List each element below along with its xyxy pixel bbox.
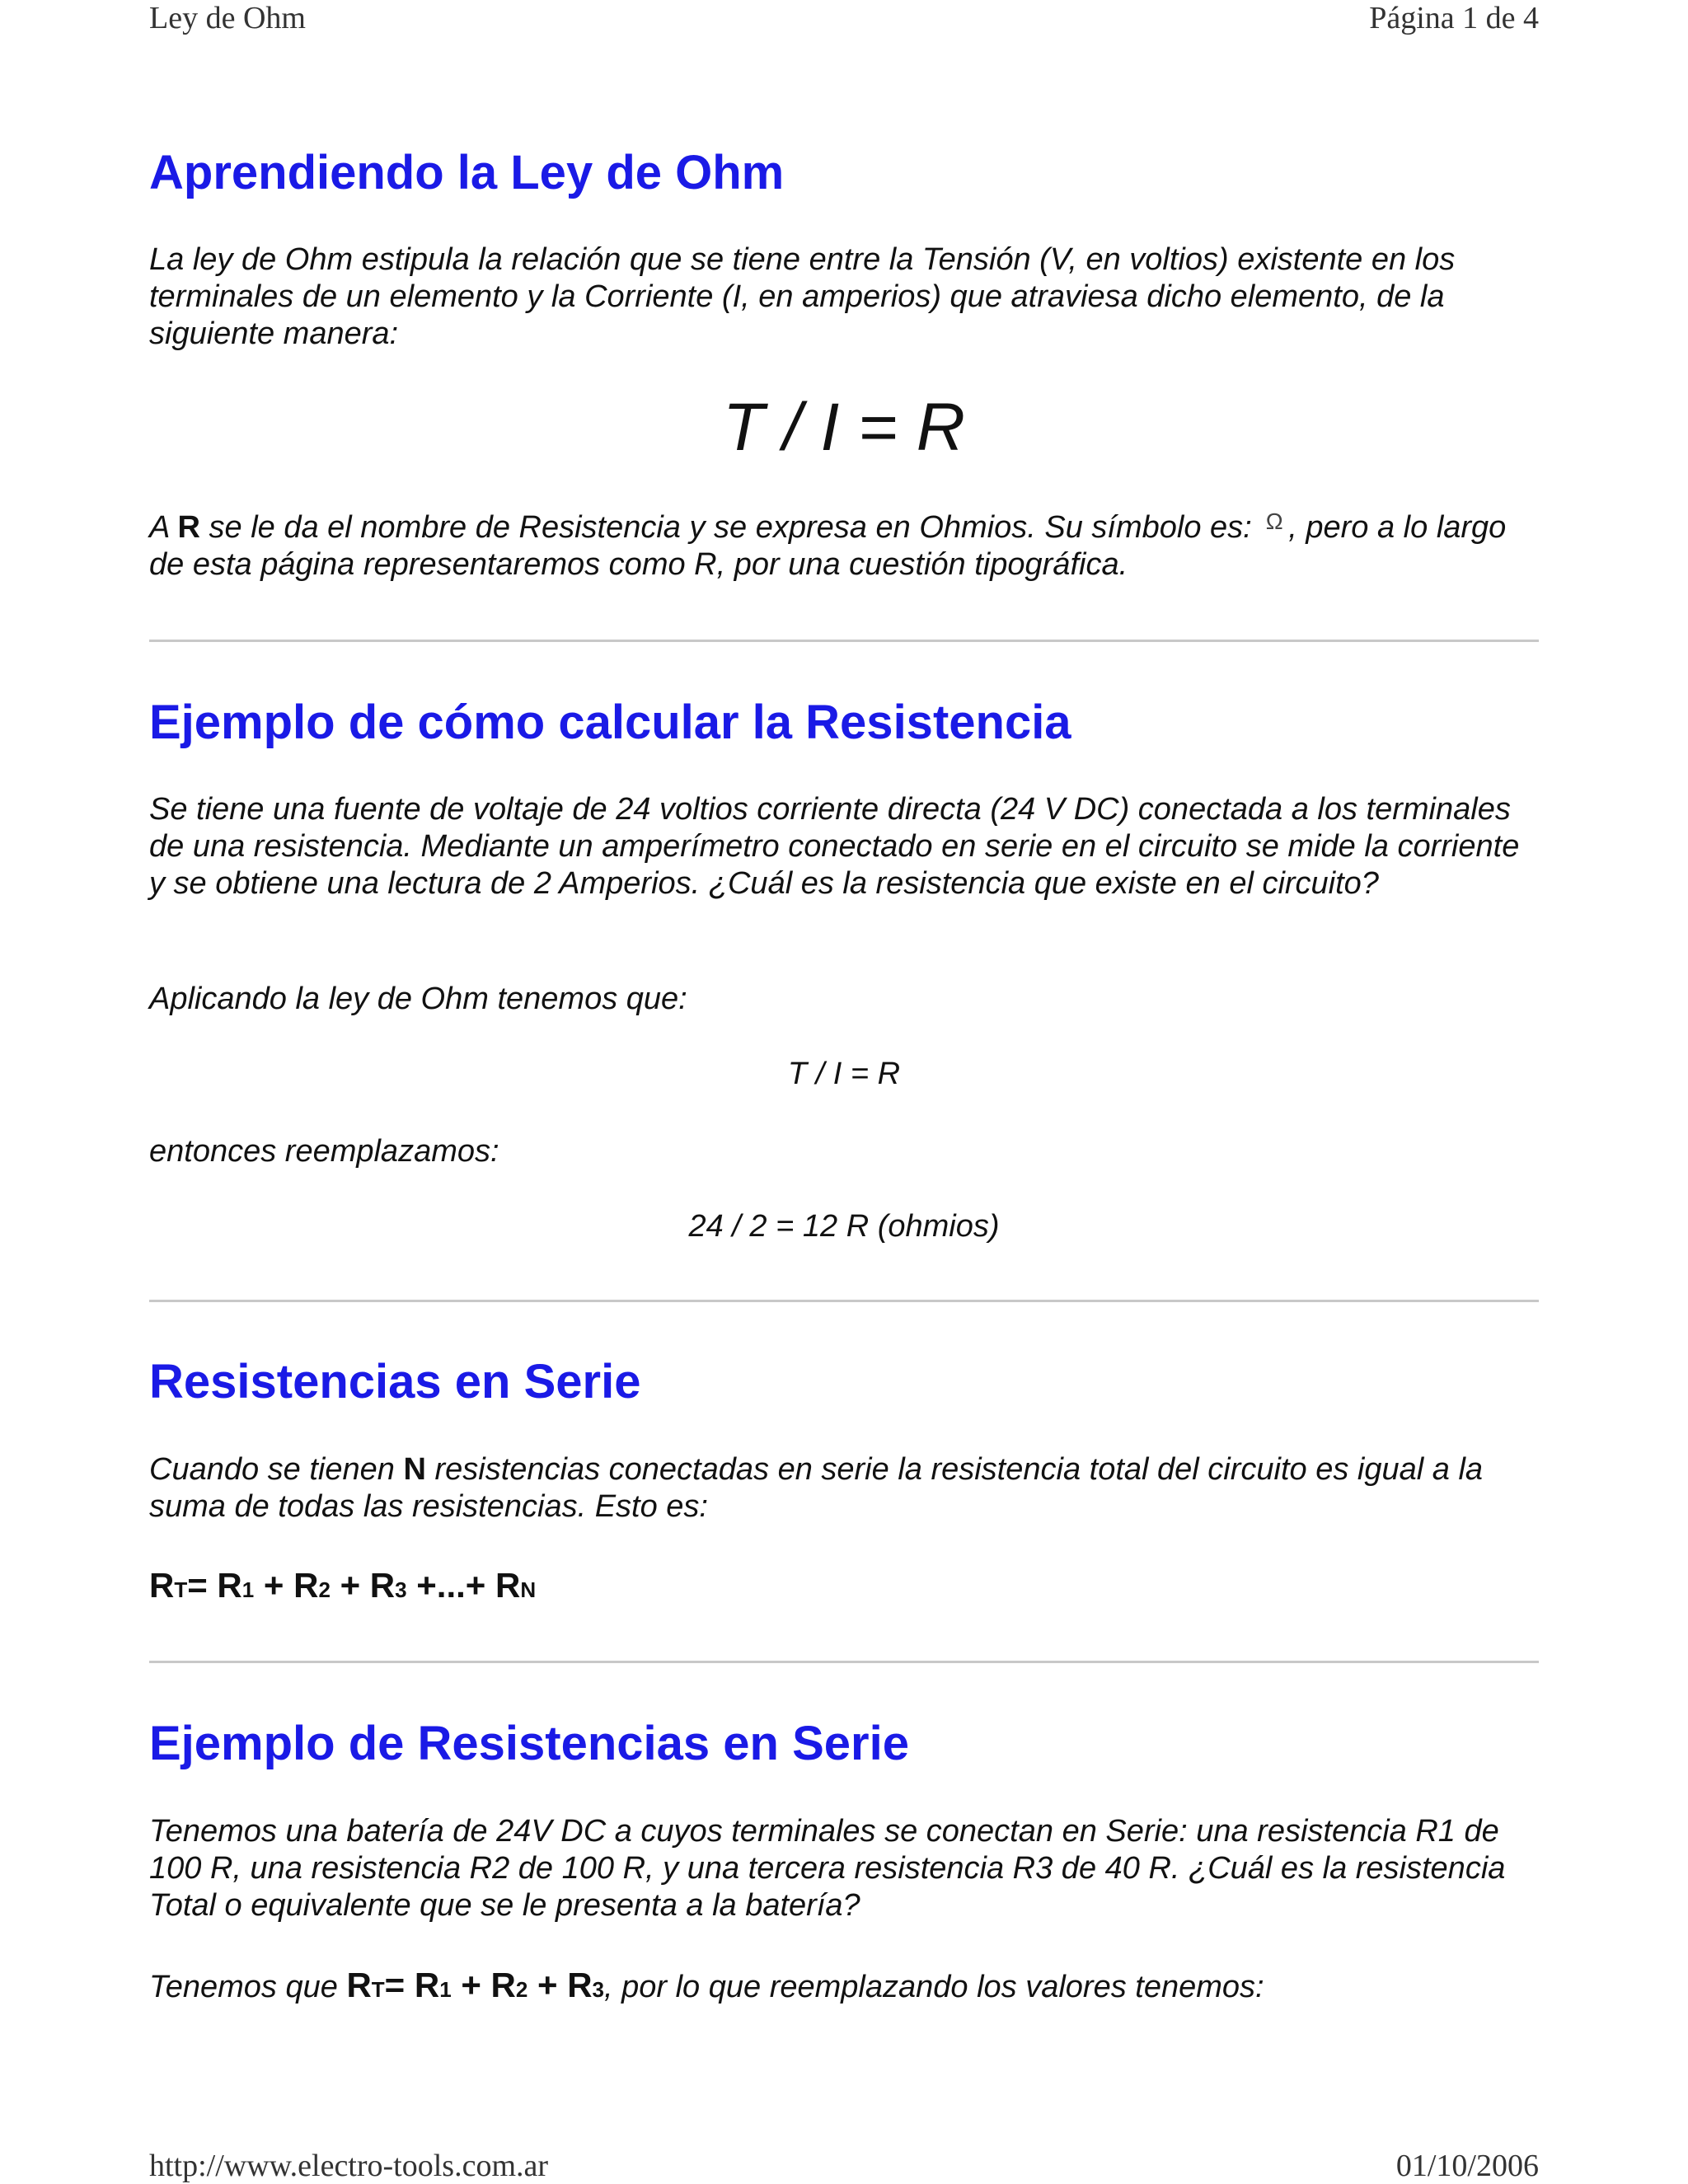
heading-ejemplo-calcular-resistencia: Ejemplo de cómo calcular la Resistencia xyxy=(149,696,1071,749)
paragraph-aplicando: Aplicando la ley de Ohm tenemos que: xyxy=(149,982,687,1016)
paragraph-ejemplo-fuente: Se tiene una fuente de voltaje de 24 voltios corriente directa (24 V DC) conectada a los terminales de una resistencia. Mediante un amperímetro conectado en serie en el circuito se mide la corriente y se obtiene una lectura de 2 Amperios. ¿Cuál es la resistencia que existe en el circuito? xyxy=(149,792,1520,901)
paragraph-resistencia-def: A R se le da el nombre de Resistencia y se expresa en Ohmios. Su símbolo es: Ω , pero a lo largo de esta página representaremos como R, por una cuestión tipográfica. xyxy=(149,509,1507,582)
running-header-page-number: Página 1 de 4 xyxy=(1369,1,1539,35)
footer-url-link[interactable]: http://www.electro-tools.com.ar xyxy=(149,2149,549,2183)
heading-resistencias-serie: Resistencias en Serie xyxy=(149,1355,641,1408)
paragraph-serie-def: Cuando se tienen N resistencias conectadas en serie la resistencia total del circuito es igual a la suma de todas las resistencias. Esto es: xyxy=(149,1452,1484,1524)
section-divider-2 xyxy=(149,1300,1539,1302)
bold-n: N xyxy=(403,1452,426,1487)
formula-serie: RT= R1 + R2 + R3 +...+ RN xyxy=(149,1566,537,1605)
section-divider-3 xyxy=(149,1661,1539,1663)
paragraph-reemplazamos: entonces reemplazamos: xyxy=(149,1134,499,1169)
ohm-symbol-icon: Ω xyxy=(1265,509,1283,534)
formula-ohm-main: T / I = R xyxy=(723,390,965,465)
formula-ohm-example: T / I = R xyxy=(787,1057,901,1091)
paragraph-tenemos-que: Tenemos que RT= R1 + R2 + R3, por lo que reemplazando los valores tenemos: xyxy=(149,1966,1264,2004)
bold-r: R xyxy=(177,510,200,545)
paragraph-ley-ohm-intro: La ley de Ohm estipula la relación que se tiene entre la Tensión (V, en voltios) existente en los terminales de un elemento y la Corriente (I, en amperios) que atraviesa dicho elemento, de la siguiente manera: xyxy=(149,242,1456,351)
running-header-title: Ley de Ohm xyxy=(149,1,306,35)
heading-ejemplo-resistencias-serie: Ejemplo de Resistencias en Serie xyxy=(149,1717,909,1770)
section-divider-1 xyxy=(149,640,1539,642)
heading-aprendiendo-ley-ohm: Aprendiendo la Ley de Ohm xyxy=(149,146,785,199)
formula-calculo: 24 / 2 = 12 R (ohmios) xyxy=(688,1209,1000,1244)
inline-formula-serie: RT= R1 + R2 + R3 xyxy=(346,1966,605,2004)
footer-date: 01/10/2006 xyxy=(1395,2149,1539,2183)
paragraph-ejemplo-bateria: Tenemos una batería de 24V DC a cuyos terminales se conectan en Serie: una resistencia R1 de 100 R, una resistencia R2 de 100 R, y una tercera resistencia R3 de 40 R. ¿Cuál es la resistencia Total o equivalente que se le presenta a la batería? xyxy=(149,1814,1506,1923)
